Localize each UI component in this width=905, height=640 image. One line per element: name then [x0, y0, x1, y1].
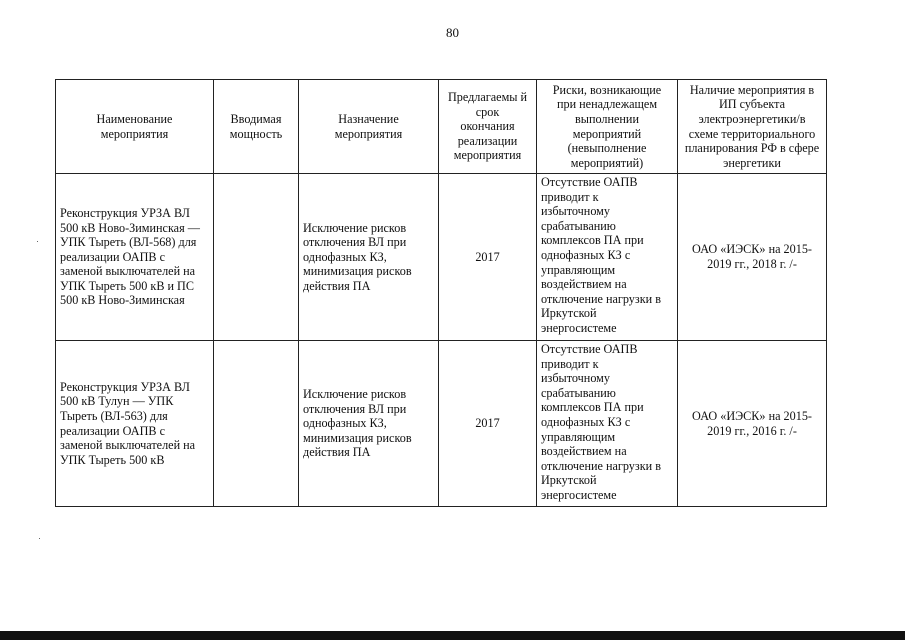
row-2-deadline-cell	[438, 340, 537, 507]
row-1-name: Реконструкция УРЗА ВЛ 500 кВ Ново-Зиминская — УПК Тыреть (ВЛ-568) для реализации ОАПВ с заменой выключателей на УПК Тыреть 500 кВ и ПС 500 кВ Ново-Зиминская	[60, 205, 200, 308]
header-cell-name	[55, 79, 214, 174]
row-1-deadline: 2017	[475, 249, 500, 264]
row-2-power-cell	[213, 340, 299, 507]
header-cell-risks	[536, 79, 678, 174]
row-1-purpose: Исключение рисков отключения ВЛ при однофазных КЗ, минимизация рисков действия ПА	[303, 220, 412, 293]
header-cell-deadline	[438, 79, 537, 174]
header-risks-text: Риски, возникающие при ненадлежащем выполнении мероприятий (невыполнение мероприятий)	[552, 82, 662, 170]
row-1-risks-cell	[536, 173, 678, 341]
row-2-name: Реконструкция УРЗА ВЛ 500 кВ Тулун — УПК Тыреть (ВЛ-563) для реализации ОАПВ с заменой выключателей на УПК Тыреть 500 кВ	[60, 379, 196, 467]
row-1-purpose-cell	[298, 173, 439, 341]
row-2-purpose-cell	[298, 340, 439, 507]
row-1-power-cell	[213, 173, 299, 341]
row-2-deadline: 2017	[475, 416, 500, 431]
row-2-purpose: Исключение рисков отключения ВЛ при однофазных КЗ, минимизация рисков действия ПА	[303, 387, 412, 460]
header-program-text: Наличие мероприятия в ИП субъекта электроэнергетики/в схеме территориального планирования РФ в сфере энергетики	[684, 82, 820, 170]
header-cell-program	[677, 79, 827, 174]
row-1-risks: Отсутствие ОАПВ приводит к избыточному срабатыванию комплексов ПА при однофазных КЗ с управляющим воздействием на отключение нагрузки в Иркутской энергосистеме	[541, 175, 661, 335]
header-purpose-text: Назначение мероприятия	[334, 111, 403, 141]
row-1-program-cell	[677, 173, 827, 341]
row-1-name-cell	[55, 173, 214, 341]
row-2-risks: Отсутствие ОАПВ приводит к избыточному срабатыванию комплексов ПА при однофазных КЗ с управляющим воздействием на отключение нагрузки в Иркутской энергосистеме	[541, 342, 661, 502]
header-power-text: Вводимая мощность	[229, 111, 283, 141]
header-cell-purpose	[298, 79, 439, 174]
row-2-name-cell	[55, 340, 214, 507]
scan-bottom-edge	[0, 631, 905, 640]
header-name-text: Наименование мероприятия	[96, 111, 173, 141]
header-cell-power	[213, 79, 299, 174]
header-deadline-text: Предлагаемы й срок окончания реализации мероприятия	[447, 90, 528, 163]
row-2-risks-cell	[536, 340, 678, 507]
scan-speck	[39, 538, 40, 539]
scan-speck	[37, 241, 38, 242]
row-2-program-cell	[677, 340, 827, 507]
row-1-deadline-cell	[438, 173, 537, 341]
row-2-program: ОАО «ИЭСК» на 2015-2019 гг., 2016 г. /-	[692, 408, 812, 438]
page-number: 80	[446, 25, 459, 40]
row-1-program: ОАО «ИЭСК» на 2015-2019 гг., 2018 г. /-	[692, 242, 812, 271]
